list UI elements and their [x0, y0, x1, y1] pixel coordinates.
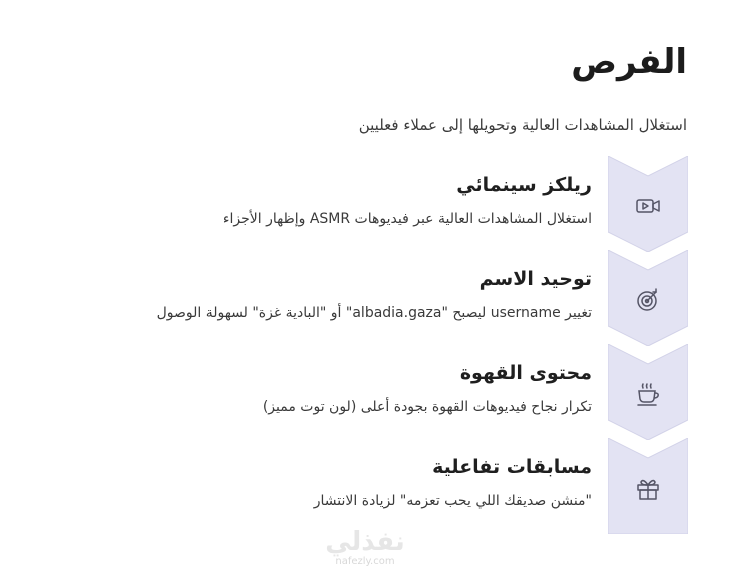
item-description: "منشن صديقك اللي يحب تعزمه" لزيادة الانتشار [313, 493, 592, 509]
chevron-step [608, 438, 688, 534]
target-icon [634, 286, 662, 314]
item-title: محتوى القهوة [459, 362, 592, 384]
gift-icon [634, 474, 662, 502]
page-title: الفرص [571, 42, 687, 82]
video-camera-icon [634, 192, 662, 220]
chevron-step [608, 344, 688, 440]
list-item [0, 438, 731, 534]
item-title: ريلكز سينمائي [456, 174, 592, 196]
list-item [0, 344, 731, 440]
chevron-step [608, 250, 688, 346]
coffee-cup-icon [634, 380, 662, 408]
chevron-step [608, 156, 688, 252]
watermark-url: nafezly.com [335, 556, 395, 567]
list-item [0, 250, 731, 346]
page-subtitle: استغلال المشاهدات العالية وتحويلها إلى عملاء فعليين [358, 116, 687, 134]
item-description: تغيير username ليصبح "albadia.gaza" أو "البادية غزة" لسهولة الوصول [156, 305, 592, 321]
item-title: توحيد الاسم [479, 268, 592, 290]
item-title: مسابقات تفاعلية [432, 456, 592, 478]
watermark-logo [320, 528, 410, 568]
item-description: استغلال المشاهدات العالية عبر فيديوهات ASMR وإظهار الأجزاء [222, 211, 592, 227]
item-description: تكرار نجاح فيديوهات القهوة بجودة أعلى (لون توت مميز) [262, 399, 592, 415]
list-item [0, 156, 731, 252]
watermark-text: نفذلي [325, 527, 405, 557]
